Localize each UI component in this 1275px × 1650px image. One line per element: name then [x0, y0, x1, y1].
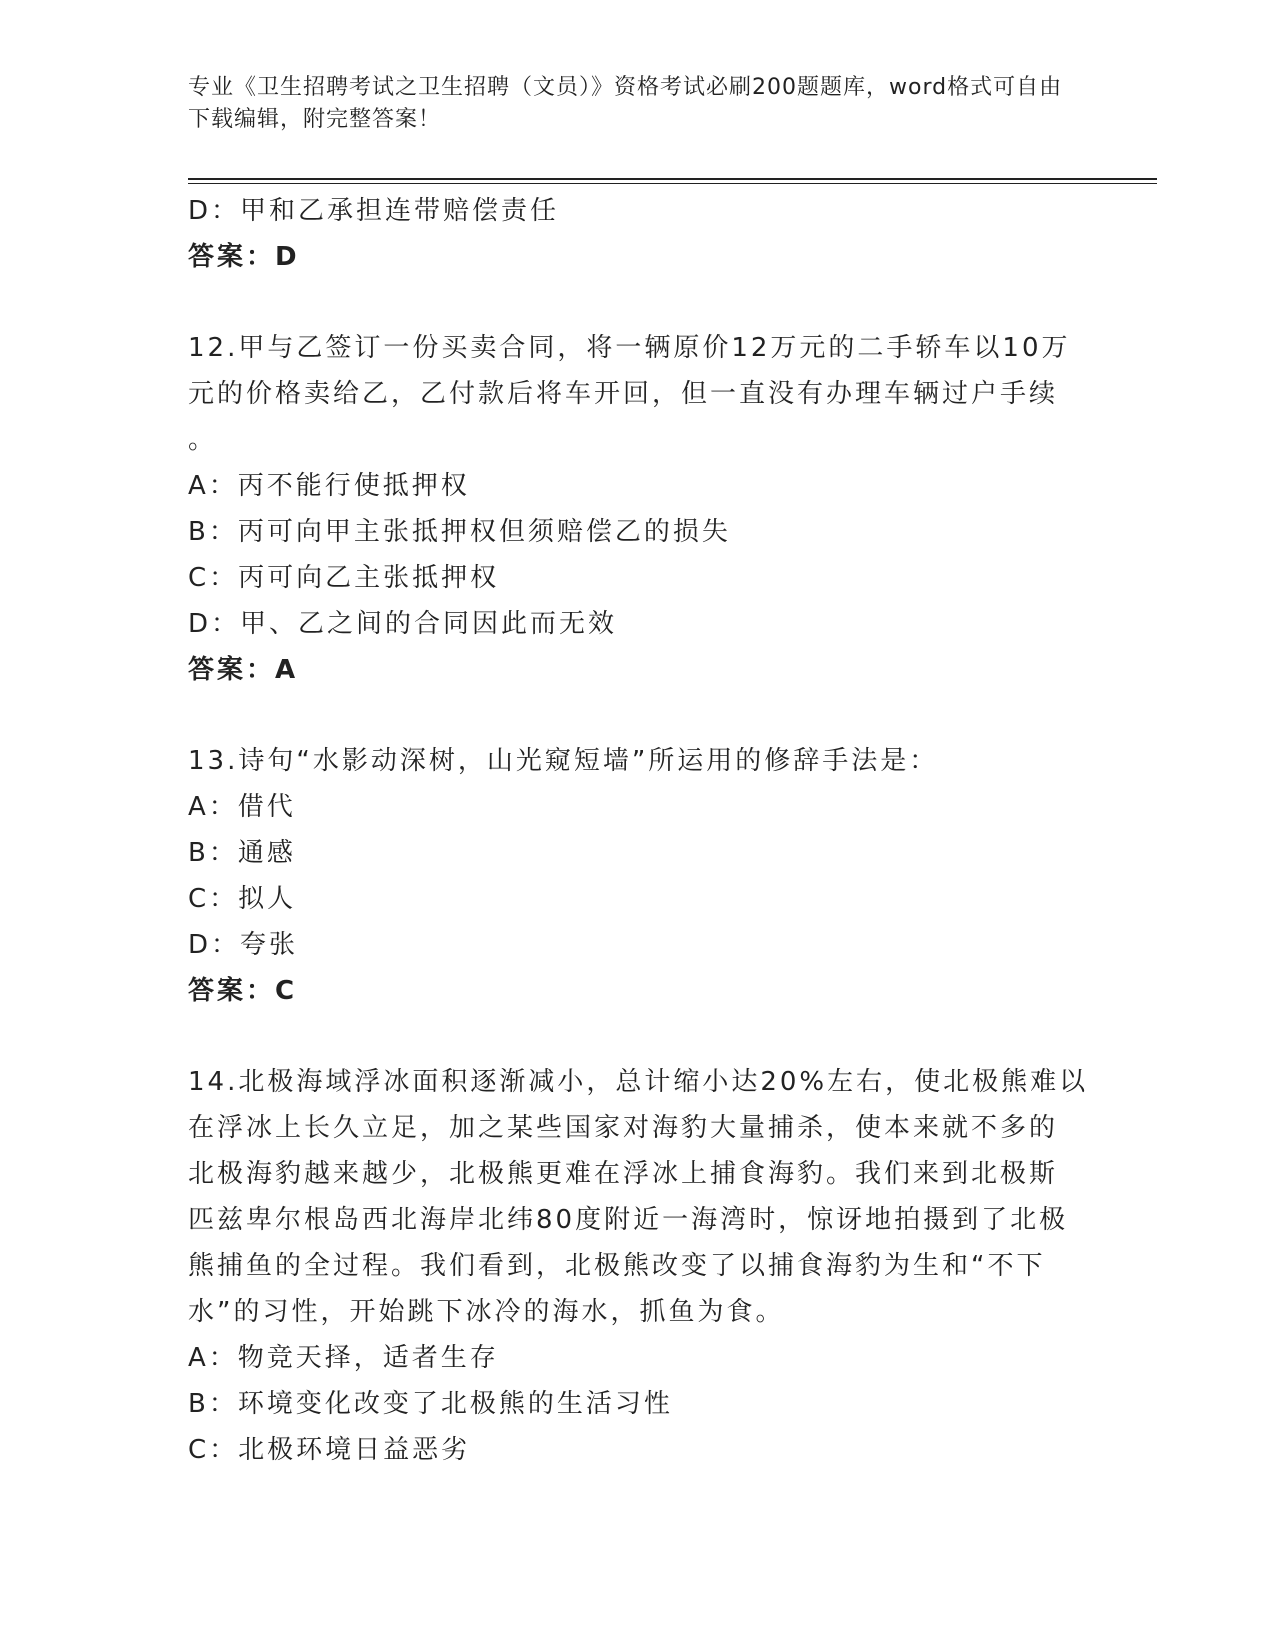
spacer — [188, 1014, 1078, 1059]
q12-option-d: D：甲、乙之间的合同因此而无效 — [188, 609, 618, 639]
q12-option-c: C：丙可向乙主张抵押权 — [188, 563, 500, 593]
q13-option-d: D：夸张 — [188, 930, 299, 960]
q12-answer: 答案：A — [188, 655, 299, 685]
q13-stem: 13.诗句“水影动深树，山光窥短墙”所运用的修辞手法是： — [188, 746, 939, 776]
header-rule-thick — [188, 178, 1157, 180]
q14-stem-line-5: 熊捕鱼的全过程。我们看到，北极熊改变了以捕食海豹为生和“不下 — [188, 1251, 1046, 1281]
q14-stem-line-1: 14.北极海域浮冰面积逐渐减小，总计缩小达20%左右，使北极熊难以 — [188, 1067, 1089, 1097]
q14-option-c: C：北极环境日益恶劣 — [188, 1435, 471, 1465]
q13-option-b: B：通感 — [188, 838, 296, 868]
prev-option-d: D：甲和乙承担连带赔偿责任 — [188, 196, 560, 226]
page-header: 专业《卫生招聘考试之卫生招聘（文员）》资格考试必刷200题题库，word格式可自由下载编辑，附完整答案！ — [188, 75, 1063, 132]
q12-option-a: A：丙不能行使抵押权 — [188, 471, 470, 501]
q13-option-c: C：拟人 — [188, 884, 297, 914]
question-content — [188, 188, 1089, 1473]
spacer — [188, 693, 1078, 738]
prev-answer: 答案：D — [188, 242, 300, 272]
q13-answer: 答案：C — [188, 976, 298, 1006]
q14-stem-line-4: 匹兹卑尔根岛西北海岸北纬80度附近一海湾时，惊讶地拍摄到了北极 — [188, 1205, 1069, 1235]
spacer — [188, 280, 1078, 325]
q13-option-a: A：借代 — [188, 792, 296, 822]
q14-stem-line-6: 水”的习性，开始跳下冰冷的海水，抓鱼为食。 — [188, 1297, 785, 1327]
q12-stem-line-2: 元的价格卖给乙，乙付款后将车开回，但一直没有办理车辆过户手续 — [188, 379, 1059, 409]
q14-option-a: A：物竞天择，适者生存 — [188, 1343, 499, 1373]
header-rule-thin — [188, 183, 1157, 184]
q12-stem-line-3: 。 — [188, 425, 218, 455]
q14-option-b: B：环境变化改变了北极熊的生活习性 — [188, 1389, 673, 1419]
q12-option-b: B：丙可向甲主张抵押权但须赔偿乙的损失 — [188, 517, 731, 547]
q12-stem-line-1: 12.甲与乙签订一份买卖合同，将一辆原价12万元的二手轿车以10万 — [188, 333, 1071, 363]
q14-stem-line-3: 北极海豹越来越少，北极熊更难在浮冰上捕食海豹。我们来到北极斯 — [188, 1159, 1059, 1189]
q14-stem-line-2: 在浮冰上长久立足，加之某些国家对海豹大量捕杀，使本来就不多的 — [188, 1113, 1059, 1143]
